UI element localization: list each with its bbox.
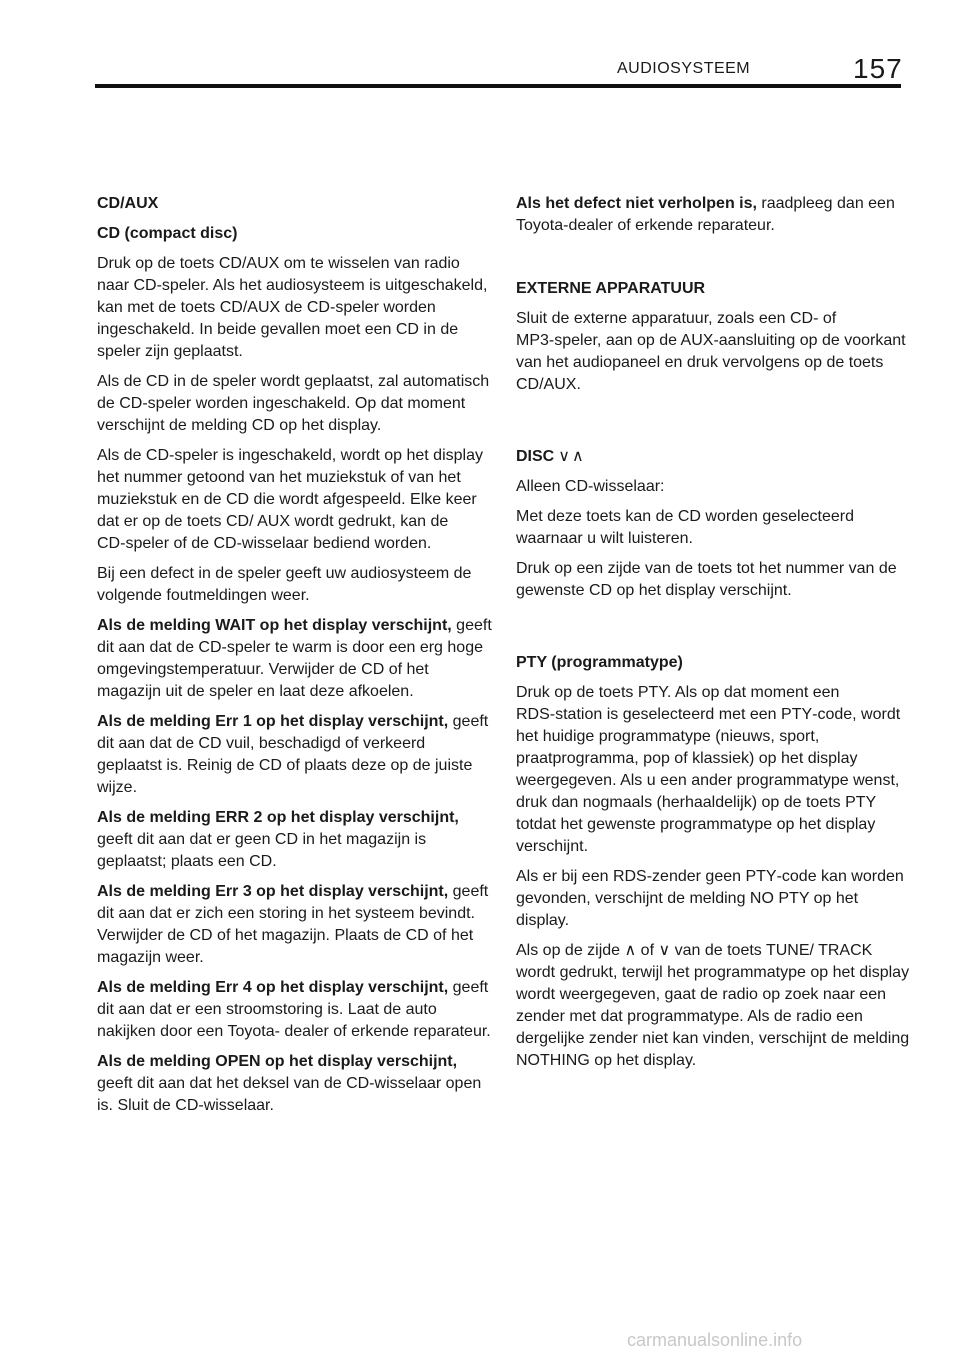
error-err4: Als de melding Err 4 op het display verschijnt, geeft dit aan dat er een stroomstoring is. Laat de auto nakijken door een Toyota‑ dealer of erkende reparateur. [97, 979, 491, 1040]
error-err3: Als de melding Err 3 op het display verschijnt, geeft dit aan dat er zich een storing in het systeem bevindt. Verwijder de CD of het magazijn. Plaats de CD of het magazijn weer. [97, 883, 489, 966]
error-err1: Als de melding Err 1 op het display verschijnt, geeft dit aan dat de CD vuil, beschadigd of verkeerd geplaatst is. Reinig de CD of plaats deze op de juiste wijze. [97, 713, 489, 796]
paragraph-defects: Bij een defect in de speler geeft uw audiosysteem de volgende foutmeldingen weer. [97, 565, 472, 604]
disc-chevrons-icon: ∨∧ [558, 448, 586, 465]
error-open: Als de melding OPEN op het display verschijnt, geeft dit aan dat het deksel van de CD‑wisselaar open is. Sluit de CD‑wisselaar. [97, 1053, 482, 1114]
paragraph-pty-nocode: Als er bij een RDS‑zender geen PTY‑code kan worden gevonden, verschijnt de melding NO PTY op het display. [516, 868, 904, 929]
heading-disc: DISC ∨∧ [516, 448, 586, 465]
error-unresolved: Als het defect niet verholpen is, raadpleeg dan een Toyota‑dealer of erkende reparateur. [516, 195, 895, 234]
paragraph-pty-tune: Als op de zijde ∧ of ∨ van de toets TUNE/ TRACK wordt gedrukt, terwijl het programmatype op het display wordt weergegeven, gaat de radio op zoek naar een zender met dat programmatype. Als de radio een dergelijke zender niet kan vinden, verschijnt de melding NOTHING op het display. [516, 942, 910, 1069]
spacer [516, 610, 911, 652]
paragraph-disc-changer: Alleen CD‑wisselaar: [516, 478, 665, 495]
paragraph-external: Sluit de externe apparatuur, zoals een CD‑ of MP3‑speler, aan op de AUX‑aansluiting op de voorkant van het audiopaneel en druk vervolgens op de toets CD/AUX. [516, 310, 906, 393]
error-wait: Als de melding WAIT op het display verschijnt, geeft dit aan dat de CD‑speler te warm is door een erg hoge omgevingstemperatuur. Verwijder de CD of het magazijn uit de speler en laat deze afkoelen. [97, 617, 492, 700]
heading-pty: PTY (programmatype) [516, 654, 683, 671]
paragraph-display: Als de CD‑speler is ingeschakeld, wordt op het display het nummer getoond van het muziekstuk of van het muziekstuk en de CD die wordt afgespeeld. Elke keer dat er op de toets CD/ AUX wordt gedrukt, kan de CD‑speler of de CD‑wisselaar bediend worden. [97, 447, 483, 552]
spacer [516, 404, 911, 446]
right-column [516, 193, 911, 1080]
spacer [516, 245, 911, 278]
paragraph-switch: Druk op de toets CD/AUX om te wisselen van radio naar CD‑speler. Als het audiosysteem is uitgeschakeld, kan met de toets CD/AUX de CD‑speler worden ingeschakeld. In beide gevallen moet een CD in de speler zijn geplaatst. [97, 255, 488, 360]
page-number: 157 [853, 53, 903, 84]
error-err2: Als de melding ERR 2 op het display verschijnt, geeft dit aan dat er geen CD in het magazijn is geplaatst; plaats een CD. [97, 809, 459, 870]
header-rule [95, 84, 901, 88]
paragraph-disc-select: Met deze toets kan de CD worden geselecteerd waarnaar u wilt luisteren. [516, 508, 854, 547]
section-title: AUDIOSYSTEEM [617, 60, 751, 77]
paragraph-pty-press: Druk op de toets PTY. Als op dat moment een RDS‑station is geselecteerd met een PTY‑code, wordt het huidige programmatype (nieuws, sport, praatprogramma, pop of klassiek) op het display weergegeven. Als u een ander programmatype wenst, druk dan nogmaals (herhaaldelijk) op de toets PTY totdat het gewenste programmatype op het display verschijnt. [516, 684, 901, 855]
heading-cd-aux: CD/AUX [97, 195, 159, 212]
heading-external: EXTERNE APPARATUUR [516, 280, 706, 297]
heading-compact-disc: CD (compact disc) [97, 225, 238, 242]
left-column [97, 193, 492, 1125]
paragraph-disc-press: Druk op een zijde van de toets tot het nummer van de gewenste CD op het display verschijnt. [516, 560, 897, 599]
paragraph-insert: Als de CD in de speler wordt geplaatst, zal automatisch de CD‑speler worden ingeschakeld. Op dat moment verschijnt de melding CD op het display. [97, 373, 490, 434]
watermark: carmanualsonline.info [627, 1330, 803, 1350]
